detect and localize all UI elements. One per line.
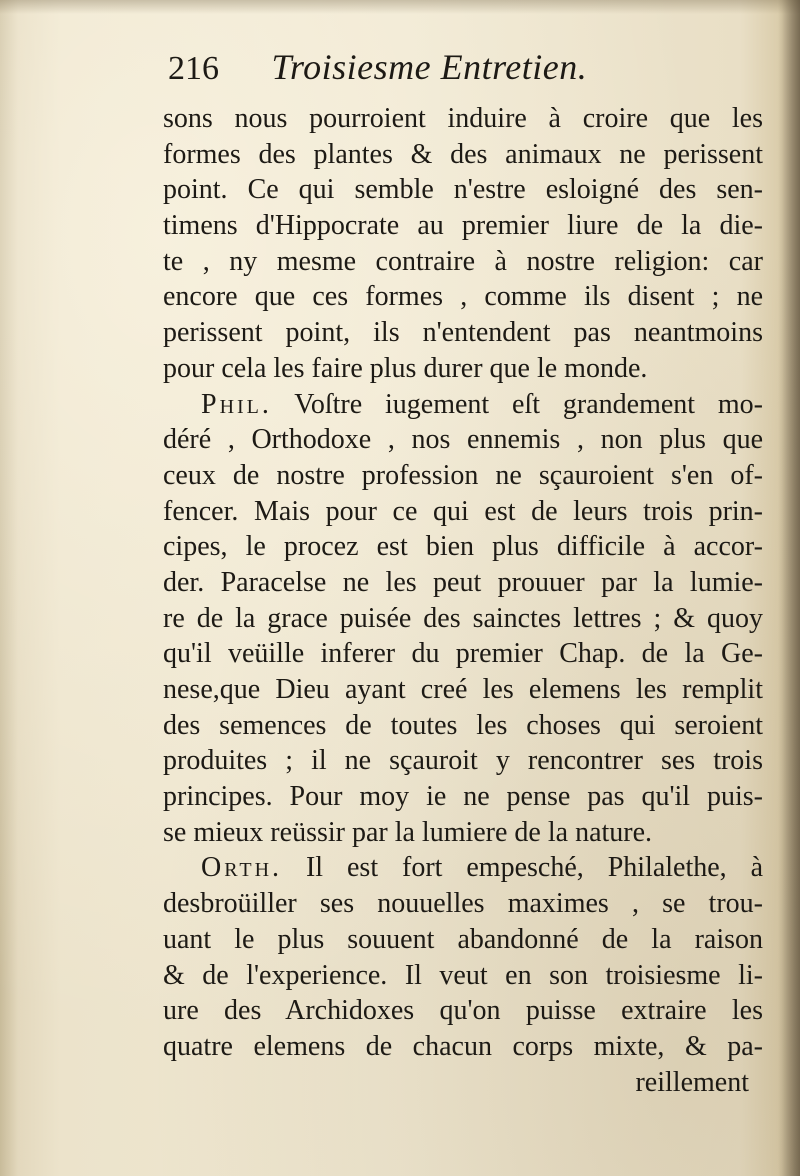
speaker-line: [163, 850, 763, 886]
text-line: principes. Pour moy ie ne pense pas qu'il puis-: [163, 781, 763, 813]
text-line: encore que ces formes , comme ils disent ; ne: [163, 281, 763, 313]
text-line: Il est fort empesché, Philalethe, à: [305, 852, 764, 884]
speaker-label-orth: Orth.: [201, 852, 283, 884]
page-number: 216: [168, 50, 219, 87]
text-line: fencer. Mais pour ce qui est de leurs trois prin-: [163, 495, 763, 527]
speaker-label-phil: Phil.: [201, 388, 272, 420]
text-line: pour cela les faire plus durer que le monde.: [163, 352, 648, 384]
text-line: des semences de toutes les choses qui seroient: [163, 709, 763, 741]
text-line: ure des Archidoxes qu'on puisse extraire les: [163, 995, 763, 1027]
text-line: desbroüiller ses nouuelles maximes , se trou-: [163, 888, 763, 920]
text-line: point. Ce qui semble n'estre esloigné des sen-: [163, 174, 763, 206]
text-line: Voſtre iugement eſt grandement mo-: [294, 388, 763, 420]
text-line: cipes, le procez est bien plus difficile à accor-: [163, 531, 763, 563]
speaker-line: [163, 387, 763, 423]
text-line: formes des plantes & des animaux ne perissent: [163, 138, 763, 170]
text-line: ceux de nostre profession ne sçauroient s'en of-: [163, 459, 763, 491]
text-line: re de la grace puisée des sainctes lettres ; & quoy: [163, 602, 763, 634]
text-line: se mieux reüssir par la lumiere de la nature.: [163, 816, 653, 848]
text-line: timens d'Hippocrate au premier liure de la die-: [163, 210, 763, 242]
text-line: quatre elemens de chacun corps mixte, & pa-: [163, 1030, 763, 1062]
running-head: [168, 42, 768, 92]
body-text: [163, 101, 763, 1100]
text-line: sons nous pourroient induire à croire que les: [163, 103, 763, 134]
running-title: Troisiesme Entretien.: [271, 47, 588, 87]
text-line: te , ny mesme contraire à nostre religion: car: [163, 245, 763, 277]
gutter-shadow: [778, 0, 800, 1176]
text-line: uant le plus souuent abandonné de la raison: [163, 923, 763, 955]
text-line: der. Paracelse ne les peut prouuer par la lumie-: [163, 566, 763, 598]
text-line: qu'il veüille inferer du premier Chap. de la Ge-: [163, 638, 763, 670]
text-line: & de l'experience. Il veut en son troisiesme li-: [163, 959, 763, 991]
text-line: nese,que Dieu ayant creé les elemens les remplit: [163, 674, 763, 705]
catchword: reillement: [635, 1066, 749, 1098]
text-line: perissent point, ils n'entendent pas neantmoins: [163, 317, 763, 349]
text-line: produites ; il ne sçauroit y rencontrer ses trois: [163, 745, 763, 777]
text-line: déré , Orthodoxe , nos ennemis , non plus que: [163, 424, 763, 456]
